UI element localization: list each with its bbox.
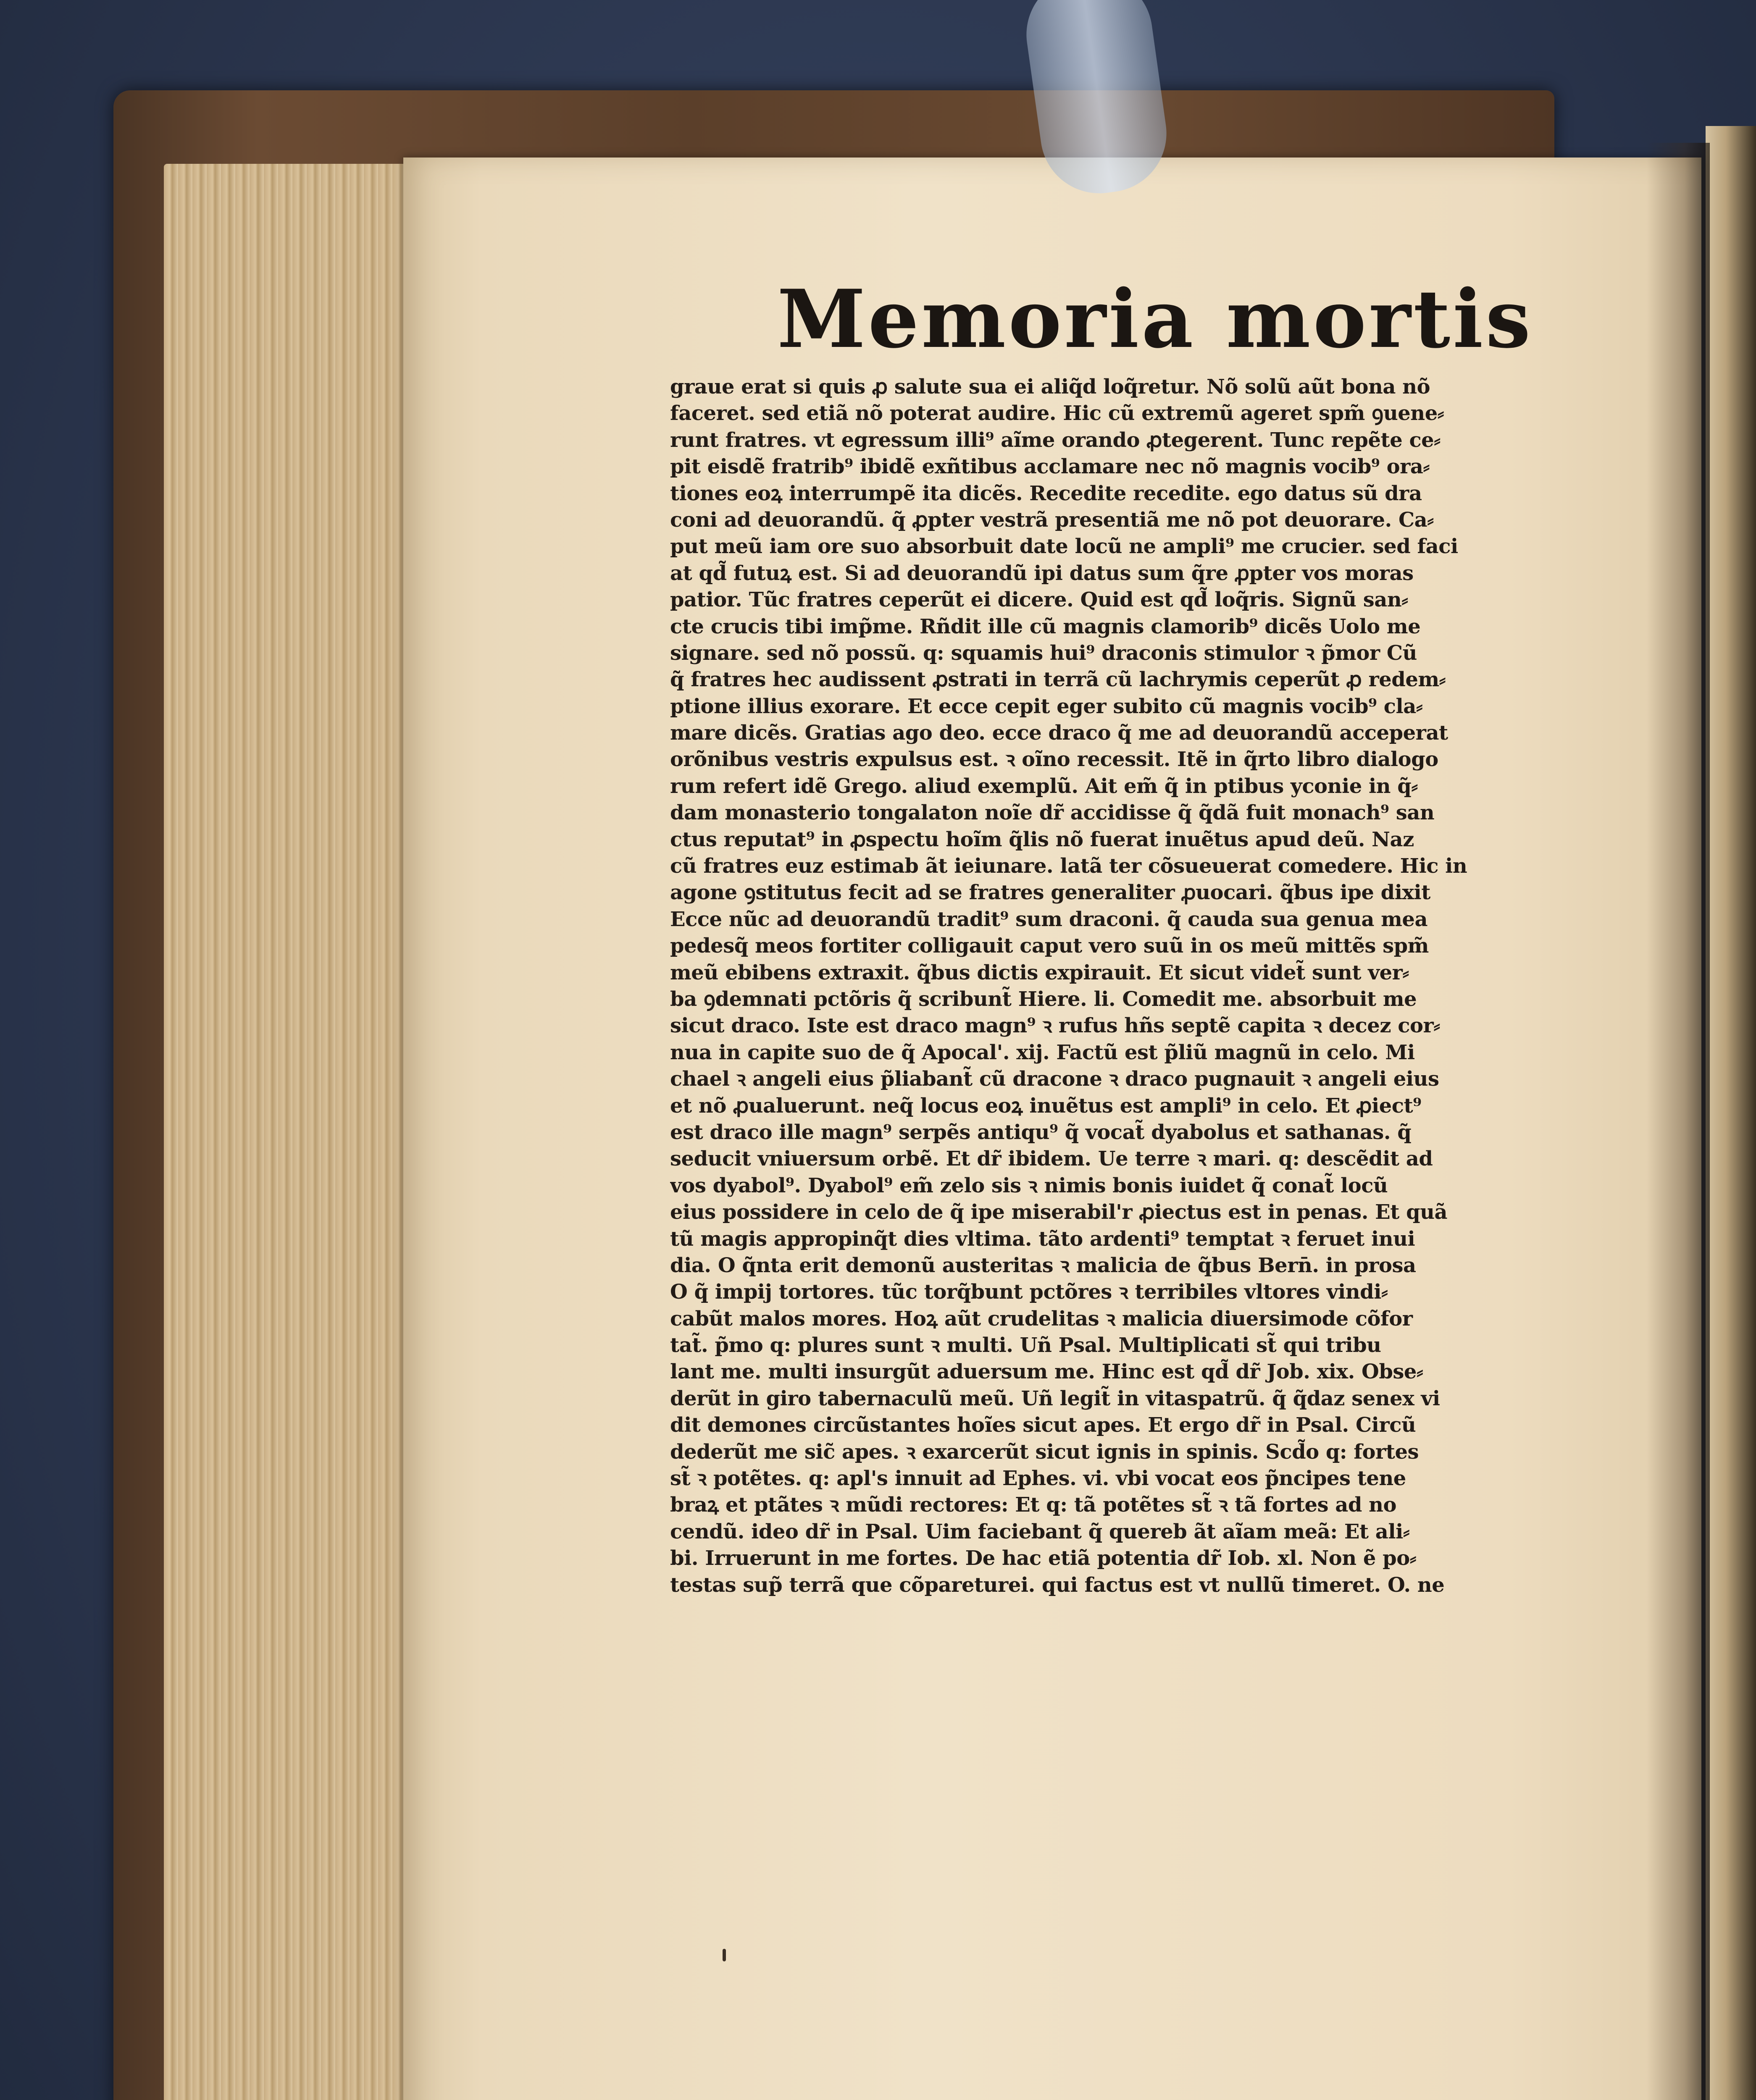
gutter-shadow: [1647, 143, 1710, 2100]
text-line: cendũ. ideo dr̃ in Psal. Uim faciebant q̃ quereb ãt aĩam meã: Et ali⸗: [670, 1520, 1410, 1544]
text-line: tat̃. p̃mo q: plures sunt ꝛ multi. Uñ Psal. Multiplicati st̃ qui tribu: [670, 1334, 1381, 1357]
text-line: est draco ille magn⁹ serpẽs antiqu⁹ q̃ vocat̃ dyabolus et sathanas. q̃: [670, 1120, 1412, 1144]
facing-page-edge: [1706, 126, 1756, 2100]
text-line: vos dyabol⁹. Dyabol⁹ em̃ zelo sis ꝛ nimis bonis iuidet q̃ conat̃ locũ: [670, 1173, 1388, 1197]
text-line: cabũt malos mores. Hoꝝ aũt crudelitas ꝛ malicia diuersimode cõfor: [670, 1307, 1413, 1331]
text-line: q̃ fratres hec audissent ꝓstrati in terrã cũ lachrymis ceperũt ꝓ redem⸗: [670, 668, 1446, 692]
text-line: graue erat si quis ꝓ salute sua ei aliq̃d loq̃retur. Nõ solũ aũt bona nõ: [670, 375, 1430, 399]
text-line: chael ꝛ angeli eius p̃liabant̃ cũ dracone ꝛ draco pugnauit ꝛ angeli eius: [670, 1067, 1439, 1091]
text-line: signare. sed nõ possũ. q: squamis hui⁹ draconis stimulor ꝛ p̃mor Cũ: [670, 641, 1417, 665]
text-line: eius possidere in celo de q̃ ipe miserabil'r ꝓiectus est in penas. Et quã: [670, 1200, 1448, 1224]
text-line: seducit vniuersum orbẽ. Et dr̃ ibidem. Ue terre ꝛ mari. q: descẽdit ad: [670, 1147, 1433, 1171]
text-line: coni ad deuorandũ. q̃ ꝓpter vestrã presentiã me nõ pot deuorare. Ca⸗: [670, 508, 1434, 532]
text-line: meũ ebibens extraxit. q̃bus dictis expirauit. Et sicut videt̃ sunt ver⸗: [670, 961, 1409, 984]
ink-mark: [723, 1949, 726, 1961]
text-line: ba ꝯdemnati pctõris q̃ scribunt̃ Hiere. li. Comedit me. absorbuit me: [670, 987, 1417, 1011]
text-line: st̃ ꝛ potẽtes. q: apl's innuit ad Ephes. vi. vbi vocat eos p̃ncipes tene: [670, 1467, 1406, 1491]
text-line: ctus reputat⁹ in ꝓspectu hoĩm q̃lis nõ fuerat inuẽtus apud deũ. Naz: [670, 827, 1414, 851]
text-line: dederũt me sic̃ apes. ꝛ exarcerũt sicut ignis in spinis. Scd̃o q: fortes: [670, 1440, 1419, 1464]
text-line: testas sup̃ terrã que cõpareturei. qui factus est vt nullũ timeret. O. ne: [670, 1573, 1445, 1597]
text-line: dit demones circũstantes hoĩes sicut apes. Et ergo dr̃ in Psal. Circũ: [670, 1413, 1416, 1437]
text-line: at qd̃ futuꝝ est. Si ad deuorandũ ipi datus sum q̃re ꝓpter vos moras: [670, 561, 1414, 585]
text-line: dam monasterio tongalaton noĩe dr̃ accidisse q̃ q̃dã fuit monach⁹ san: [670, 801, 1435, 825]
text-line: sicut draco. Iste est draco magn⁹ ꝛ rufus hñs septẽ capita ꝛ decez cor⸗: [670, 1014, 1440, 1038]
text-line: cũ fratres euz estimab ãt ieiunare. latã ter cõsueuerat comedere. Hic in: [670, 854, 1467, 878]
text-line: pit eisdẽ fratrib⁹ ibidẽ exñtibus acclamare nec nõ magnis vocib⁹ ora⸗: [670, 455, 1430, 479]
text-line: put meũ iam ore suo absorbuit date locũ ne ampli⁹ me crucier. sed faci: [670, 535, 1458, 559]
page-block-edges: [164, 164, 433, 2100]
text-line: ptione illius exorare. Et ecce cepit eger subito cũ magnis vocib⁹ cla⸗: [670, 694, 1423, 718]
text-line: agone ꝯstitutus fecit ad se fratres generaliter ꝓuocari. q̃bus ipe dixit: [670, 881, 1430, 905]
text-line: patior. Tũc fratres ceperũt ei dicere. Quid est qd̃ loq̃ris. Signũ san⸗: [670, 588, 1408, 612]
text-line: dia. O q̃nta erit demonũ austeritas ꝛ malicia de q̃bus Bern̄. in prosa: [670, 1253, 1416, 1277]
text-line: tiones eoꝝ interrumpẽ ita dicẽs. Recedite recedite. ego datus sũ dra: [670, 481, 1422, 505]
text-line: rum refert idẽ Grego. aliud exemplũ. Ait em̃ q̃ in ptibus yconie in q̃⸗: [670, 774, 1418, 798]
text-line: derũt in giro tabernaculũ meũ. Uñ legit̃ in vitaspatrũ. q̃ q̃daz senex vi: [670, 1386, 1440, 1410]
text-line: et nõ ꝓualuerunt. neq̃ locus eoꝝ inuẽtus est ampli⁹ in celo. Et ꝓiect⁹: [670, 1094, 1422, 1118]
text-line: braꝝ et ptãtes ꝛ mũdi rectores: Et q: tã potẽtes st̃ ꝛ tã fortes ad no: [670, 1493, 1397, 1517]
text-column: [670, 374, 1586, 1599]
text-line: O q̃ impij tortores. tũc torq̃bunt pctõres ꝛ terribiles vltores vindi⸗: [670, 1280, 1388, 1304]
text-line: nua in capite suo de q̃ Apocal'. xij. Factũ est p̃liũ magnũ in celo. Mi: [670, 1040, 1415, 1064]
running-title: Memoria mortis: [777, 272, 1533, 366]
text-line: Ecce nũc ad deuorandũ tradit⁹ sum draconi. q̃ cauda sua genua mea: [670, 907, 1428, 931]
text-line: faceret. sed etiã nõ poterat audire. Hic cũ extremũ ageret spm̃ ꝯuene⸗: [670, 402, 1444, 425]
text-line: lant me. multi insurgũt aduersum me. Hinc est qd̃ dr̃ Job. xix. Obse⸗: [670, 1360, 1423, 1384]
text-line: tũ magis appropinq̃t dies vltima. tãto ardenti⁹ temptat ꝛ feruet inui: [670, 1227, 1415, 1251]
text-line: bi. Irruerunt in me fortes. De hac etiã potentia dr̃ Iob. xl. Non ẽ po⸗: [670, 1546, 1417, 1570]
text-line: runt fratres. vt egressum illi⁹ aĩme orando ꝓtegerent. Tunc repẽte ce⸗: [670, 428, 1441, 452]
text-line: orõnibus vestris expulsus est. ꝛ oĩno recessit. Itẽ in q̃rto libro dialogo: [670, 748, 1438, 772]
text-line: pedesq̃ meos fortiter colligauit caput vero suũ in os meũ mittẽs spm̃: [670, 934, 1429, 958]
text-line: mare dicẽs. Gratias ago deo. ecce draco q̃ me ad deuorandũ acceperat: [670, 721, 1448, 745]
text-line: cte crucis tibi imp̃me. Rñdit ille cũ magnis clamorib⁹ dicẽs Uolo me: [670, 614, 1421, 638]
